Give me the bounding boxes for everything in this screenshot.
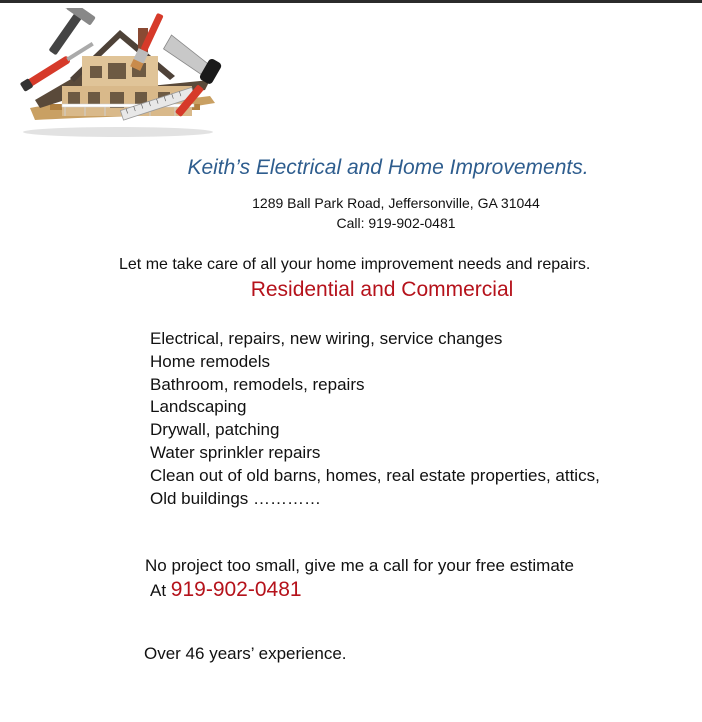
cta-phone-line — [150, 578, 302, 602]
house-with-tools-icon — [10, 8, 222, 138]
service-item: Old buildings ………… — [150, 488, 322, 508]
experience-text: Over 46 years’ experience. — [144, 644, 347, 663]
company-phone-line: Call: 919-902-0481 — [336, 215, 456, 231]
service-item: Water sprinkler repairs — [150, 442, 321, 462]
cta-phone-number: 919-902-0481 — [170, 578, 302, 601]
tagline: Residential and Commercial — [250, 278, 514, 301]
service-item: Clean out of old barns, homes, real estate properties, attics, — [150, 465, 600, 485]
cta-at: At — [150, 581, 167, 600]
service-item: Home remodels — [150, 351, 270, 371]
service-item: Bathroom, remodels, repairs — [150, 374, 365, 394]
cta-text: No project too small, give me a call for your free estimate — [145, 556, 574, 575]
company-address: 1289 Ball Park Road, Jeffersonville, GA 31044 — [252, 195, 540, 211]
service-item: Drywall, patching — [150, 420, 280, 440]
intro-text: Let me take care of all your home improvement needs and repairs. — [119, 256, 591, 273]
service-item: Landscaping — [150, 397, 247, 417]
top-border — [0, 0, 702, 3]
services-list — [150, 328, 600, 510]
company-name: Keith’s Electrical and Home Improvements. — [187, 156, 589, 179]
service-item: Electrical, repairs, new wiring, service changes — [150, 329, 503, 348]
